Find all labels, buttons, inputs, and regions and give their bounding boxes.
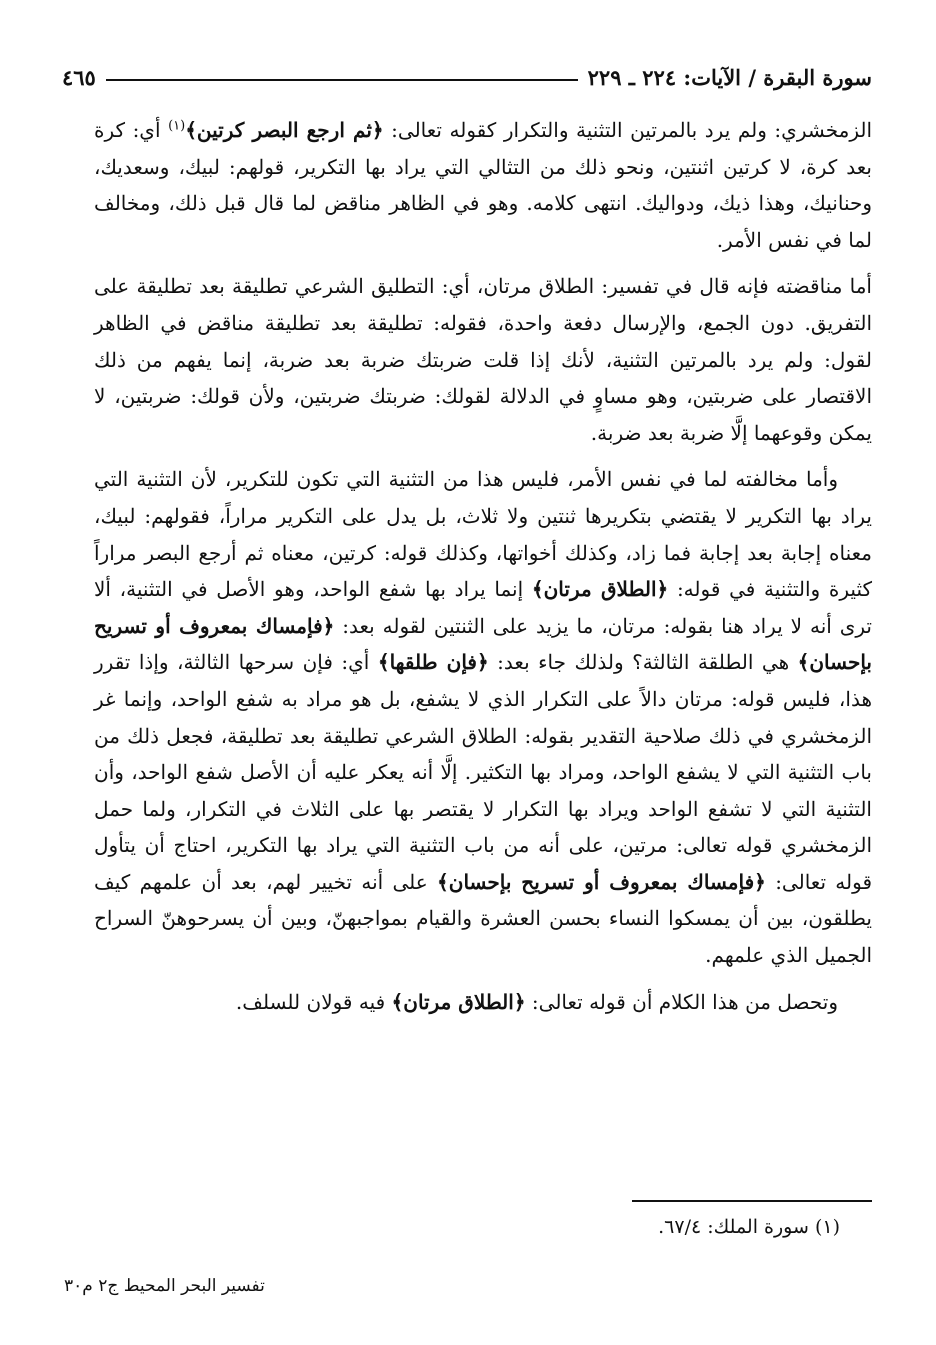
text-run: على أنه تخيير لهم، بعد أن علمهم كيف يطلقون، بين أن يمسكوا النساء بحسن العشرة والقيام بمواجبهنّ، وبين أن يسرحوهنّ السراح الجميل الذي علمهم. xyxy=(94,869,872,968)
text-run: الزمخشري: ولم يرد بالمرتين التثنية والتكرار كقوله تعالى: xyxy=(383,118,873,142)
quran-quote: ﴿الطلاق مرتان﴾ xyxy=(531,577,669,602)
main-text xyxy=(94,112,872,1030)
text-run: أما مناقضته فإنه قال في تفسير: الطلاق مرتان، أي: التطليق الشرعي تطليقة بعد تطليقة على التفريق. دون الجمع، والإرسال دفعة واحدة، فقوله: تطليقة بعد تطليقة مناقض في الظاهر لقول: ولم يرد بالمرتين التثنية، لأنك إذا قلت ضربتك ضربة بعد ضربة، إنما يفهم من ذلك الاقتصار على ضربتين، وهو مساوٍ في الدلالة لقولك: ضربتك ضربتين، ولأن قولك: ضربتين، لا يمكن وقوعهما إلَّا ضربة بعد ضربة. xyxy=(94,274,872,445)
quran-quote: ﴿الطلاق مرتان﴾ xyxy=(391,989,526,1014)
text-run: أي: فإن سرحها الثالثة، وإذا تقرر هذا، فليس قوله: مرتان دالاً على التكرار الذي لا يشفع، بل هو مراد به شفع الواحد، وإنما غر الزمخشري في ذلك صلاحية التقدير بقوله: الطلاق الشرعي تطليقة بعد تطليقة، فجعل ذلك من باب التثنية التي لا يشفع الواحد، ومراد بها التكثير. إلَّا أنه يعكر عليه أن الأصل شفع الواحد، وأن التثنية التي لا تشفع الواحد ويراد بها التكرار لا يقتصر بها على الثلاث في التكرار، ولما حمل الزمخشري قوله تعالى: مرتين، على أنه من باب التثنية التي يراد بها التكرير، احتاج أن يتأول قوله تعالى: xyxy=(94,650,873,894)
header-rule xyxy=(106,79,578,81)
paragraph-conclusion xyxy=(94,984,872,1021)
page-number: ٤٦٥ xyxy=(62,65,96,90)
paragraph-contradiction xyxy=(94,268,872,451)
surah-verses-title: سورة البقرة / الآيات: ٢٢٤ ـ ٢٢٩ xyxy=(587,65,872,90)
text-run: إنما يراد بها شفع الواحد، وهو الأصل في التثنية، ألا ترى أنه لا يراد هنا بقوله: مرتان، ما يزيد على الثنتين لقوله بعد: xyxy=(94,577,872,638)
book-signature: تفسير البحر المحيط ج٢ م٣٠ xyxy=(64,1276,265,1296)
text-run: أي: كرة بعد كرة، لا كرتين اثنتين، ونحو ذلك من التثالي التي يراد بها التكرير، قولهم: لبيك، وسعديك، وحنانيك، وهذا ذيك، ودواليك. انتهى كلامه. وهو في الظاهر مناقض لما قال قبل ذلك، ومخالف لما في نفس الأمر. xyxy=(94,118,872,252)
footnote-marker: (١) xyxy=(168,118,186,134)
paragraph-zamakhshari xyxy=(94,112,872,258)
footnote-rule xyxy=(632,1200,872,1202)
quran-quote: ﴿ثم ارجع البصر كرتين﴾ xyxy=(185,118,384,142)
text-run: هي الطلقة الثالثة؟ ولذلك جاء بعد: xyxy=(488,650,798,675)
text-run: فيه قولان للسلف. xyxy=(235,989,392,1014)
text-run: وأما مخالفته لما في نفس الأمر، فليس هذا من التثنية التي تكون للتكرير، لأن التثنية التي يراد بها التكرير لا يقتضي بتكريرها ثنتين ولا ثلاث، بل يدل على التكرير مراراً، فقولهم: لبيك، معناه إجابة بعد إجابة فما زاد، وكذلك أخواتها، وكذلك قوله: كرتين، معناه ثم أرجع البصر مراراً كثيرة والتثنية في قوله: xyxy=(94,467,873,602)
running-header xyxy=(62,56,872,90)
quran-quote: ﴿فإمساك بمعروف أو تسريح بإحسان﴾ xyxy=(94,613,872,675)
text-run: وتحصل من هذا الكلام أن قوله تعالى: xyxy=(525,989,838,1014)
paragraph-discrepancy xyxy=(94,461,872,973)
quran-quote: ﴿فإمساك بمعروف أو تسريح بإحسان﴾ xyxy=(437,869,766,894)
quran-quote: ﴿فإن طلقها﴾ xyxy=(377,650,489,675)
footnote: (١) سورة الملك: ٦٧/٤. xyxy=(658,1216,840,1238)
